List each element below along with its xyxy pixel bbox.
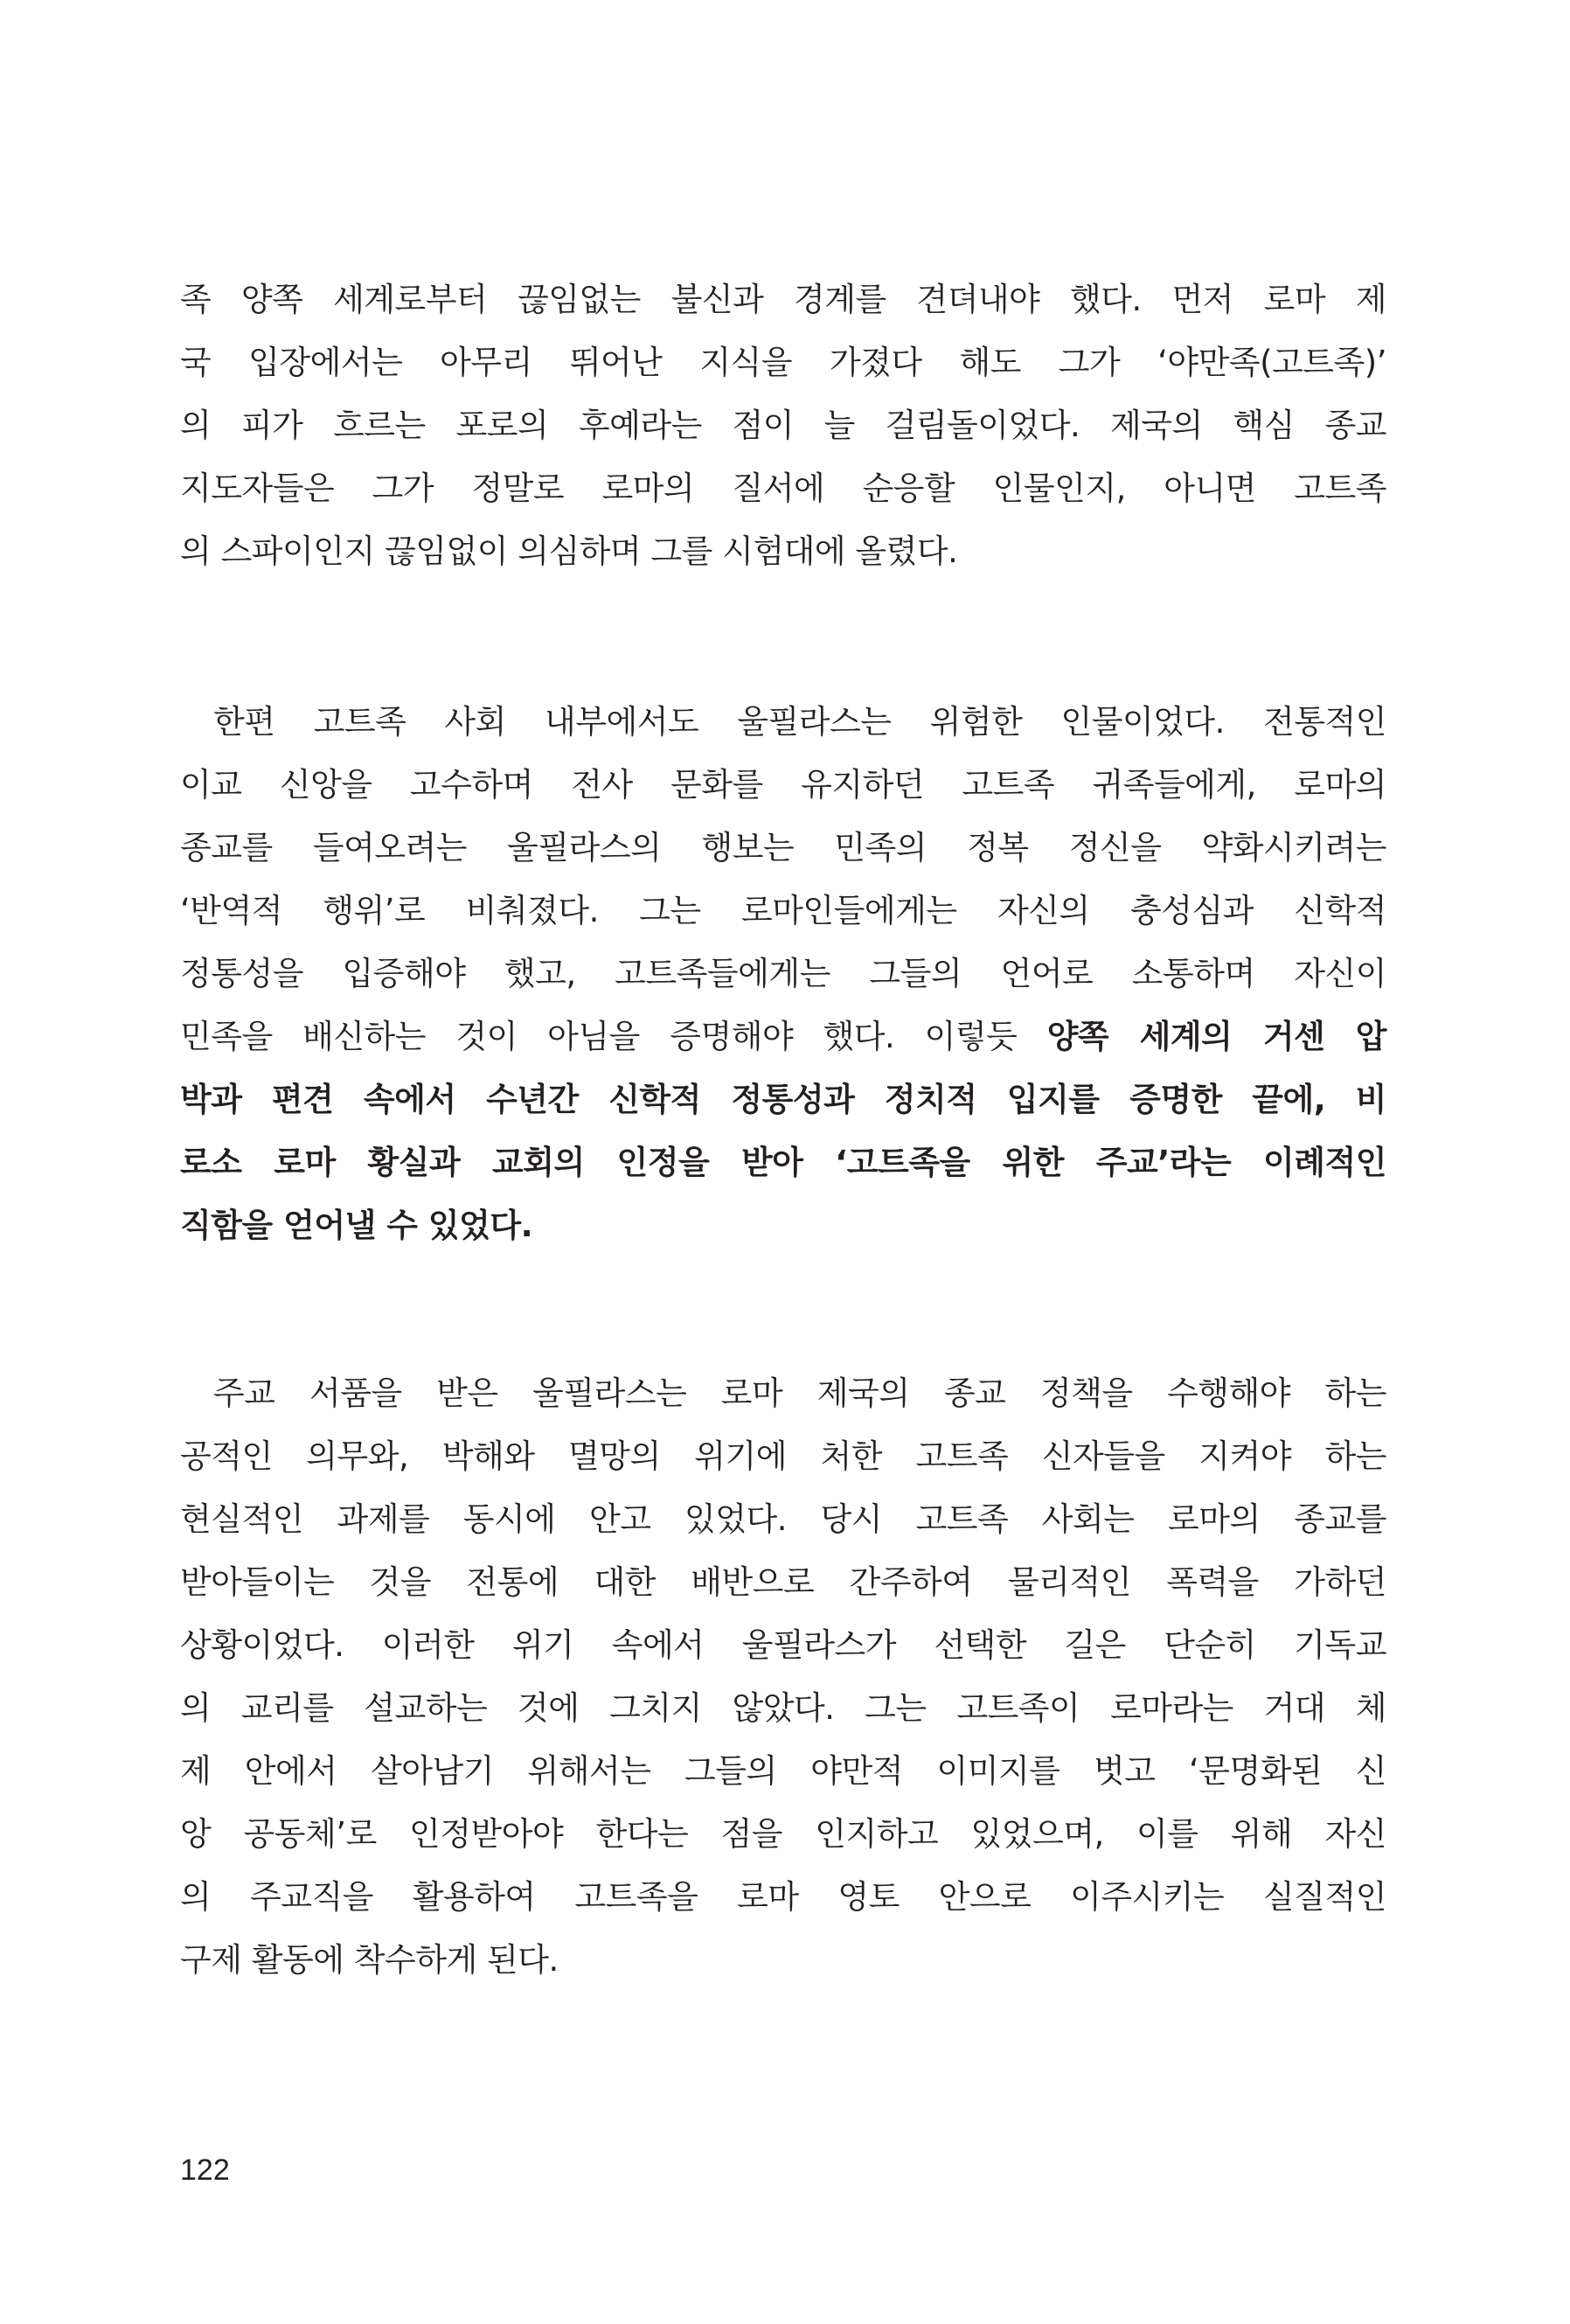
text-line: 정통성을 입증해야 했고, 고트족들에게는 그들의 언어로 소통하며 자신이 (180, 955, 1386, 992)
text-line: 주교 서품을 받은 울필라스는 로마 제국의 종교 정책을 수행해야 하는 (213, 1374, 1386, 1412)
text-line: 의 피가 흐르는 포로의 후예라는 점이 늘 걸림돌이었다. 제국의 핵심 종교 (180, 407, 1386, 444)
text-line: 구제 활동에 착수하게 된다. (180, 1941, 559, 1979)
paragraph-2 (180, 691, 1386, 1257)
text-bold: 양쪽 세계의 거센 압 (1046, 1018, 1386, 1055)
text-line: 한편 고트족 사회 내부에서도 울필라스는 위험한 인물이었다. 전통적인 (213, 703, 1386, 741)
text-line: ‘반역적 행위’로 비춰졌다. 그는 로마인들에게는 자신의 충성심과 신학적 (180, 892, 1386, 929)
text-line: 앙 공동체’로 인정받아야 한다는 점을 인지하고 있었으며, 이를 위해 자신 (180, 1815, 1386, 1853)
text-line: 족 양쪽 세계로부터 끊임없는 불신과 경계를 견뎌내야 했다. 먼저 로마 제 (180, 281, 1386, 318)
text-line: 의 교리를 설교하는 것에 그치지 않았다. 그는 고트족이 로마라는 거대 체 (180, 1689, 1386, 1727)
text-normal: 민족을 배신하는 것이 아님을 증명해야 했다. 이렇듯 (180, 1018, 1047, 1055)
paragraph-1 (180, 268, 1386, 583)
text-line: 현실적인 과제를 동시에 안고 있었다. 당시 고트족 사회는 로마의 종교를 (180, 1500, 1386, 1538)
paragraph-3 (180, 1362, 1386, 1992)
text-line: 지도자들은 그가 정말로 로마의 질서에 순응할 인물인지, 아니면 고트족 (180, 470, 1386, 507)
text-line: 제 안에서 살아남기 위해서는 그들의 야만적 이미지를 벗고 ‘문명화된 신 (180, 1752, 1386, 1790)
text-line-bold: 박과 편견 속에서 수년간 신학적 정통성과 정치적 입지를 증명한 끝에, 비 (180, 1081, 1386, 1118)
text-line: 국 입장에서는 아무리 뛰어난 지식을 가졌다 해도 그가 ‘야만족(고트족)’ (180, 344, 1386, 381)
text-line-bold: 직함을 얻어낼 수 있었다. (180, 1207, 533, 1244)
text-line: 의 주교직을 활용하여 고트족을 로마 영토 안으로 이주시키는 실질적인 (180, 1878, 1386, 1916)
text-line: 이교 신앙을 고수하며 전사 문화를 유지하던 고트족 귀족들에게, 로마의 (180, 766, 1386, 804)
text-line: 의 스파이인지 끊임없이 의심하며 그를 시험대에 올렸다. (180, 532, 958, 570)
text-line-mixed (180, 1005, 1386, 1068)
text-line-bold: 로소 로마 황실과 교회의 인정을 받아 ‘고트족을 위한 주교’라는 이례적인 (180, 1144, 1386, 1181)
text-line: 공적인 의무와, 박해와 멸망의 위기에 처한 고트족 신자들을 지켜야 하는 (180, 1437, 1386, 1475)
text-line: 상황이었다. 이러한 위기 속에서 울필라스가 선택한 길은 단순히 기독교 (180, 1626, 1386, 1664)
page-number: 122 (180, 2154, 230, 2187)
text-line: 종교를 들여오려는 울필라스의 행보는 민족의 정복 정신을 약화시키려는 (180, 829, 1386, 866)
text-line: 받아들이는 것을 전통에 대한 배반으로 간주하여 물리적인 폭력을 가하던 (180, 1563, 1386, 1601)
